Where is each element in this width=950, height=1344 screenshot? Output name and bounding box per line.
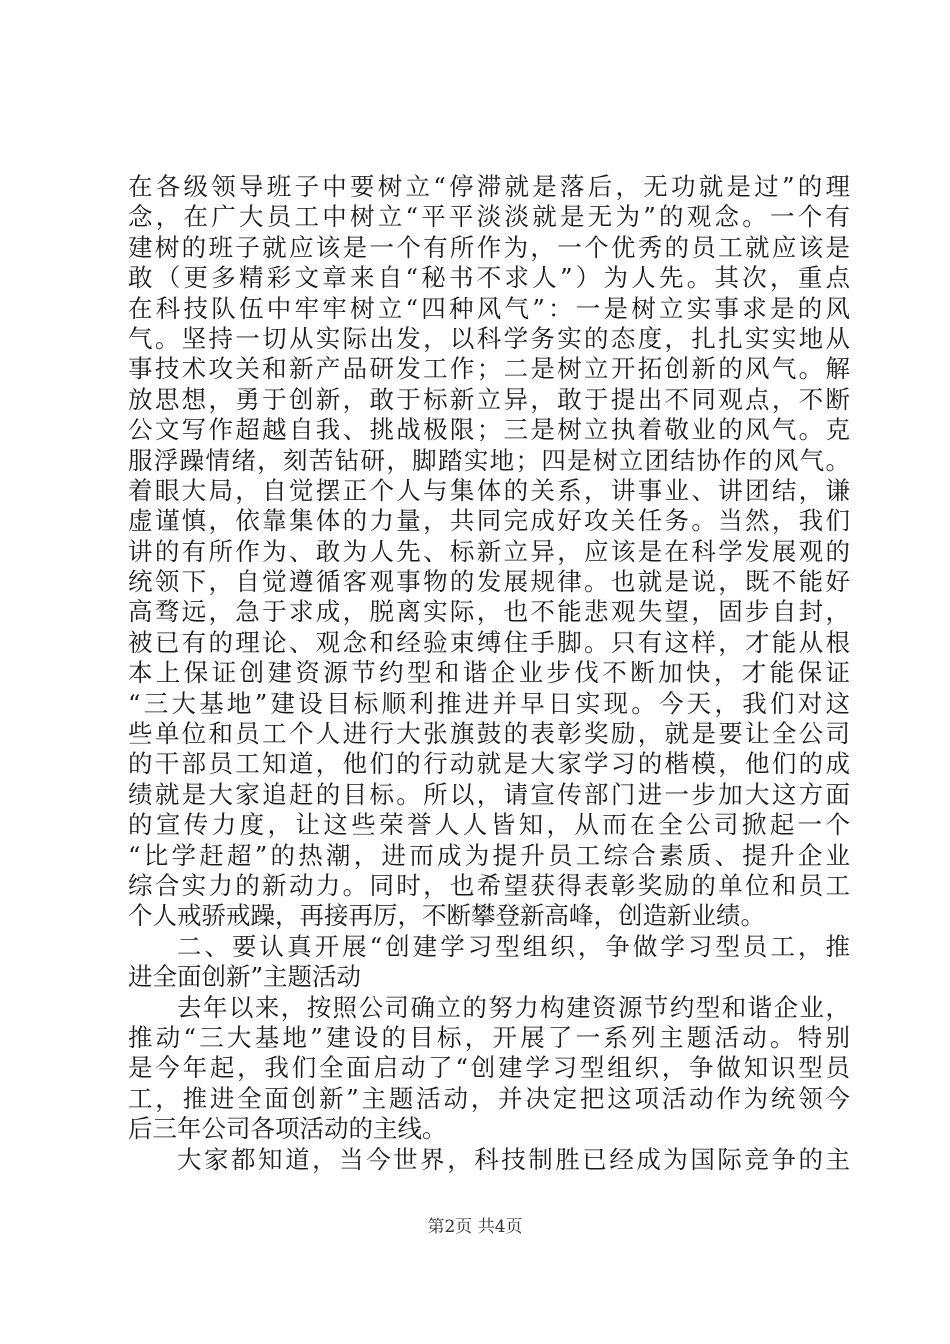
text-line: 去年以来，按照公司确立的努力构建资源节约型和谐企业， xyxy=(177,992,850,1022)
text-line: 二、要认真开展“创建学习型组织，争做学习型员工，推 xyxy=(177,931,850,961)
text-line: 综合实力的新动力。同时，也希望获得表彰奖励的单位和员工 xyxy=(128,870,850,900)
text-line: 念，在广大员工中树立“平平淡淡就是无为”的观念。一个有 xyxy=(128,202,850,232)
text-line: 绩就是大家追赶的目标。所以，请宣传部门进一步加大这方面 xyxy=(128,779,850,809)
text-line: 个人戒骄戒躁，再接再厉，不断攀登新高峰，创造新业绩。 xyxy=(128,901,765,931)
page-footer: 第2页 共4页 xyxy=(427,1217,523,1237)
text-line: 建树的班子就应该是一个有所作为，一个优秀的员工就应该是 xyxy=(128,232,850,262)
body-text xyxy=(128,172,850,1175)
text-line: 推动“三大基地”建设的目标，开展了一系列主题活动。特别 xyxy=(128,1022,850,1052)
text-line: “三大基地”建设目标顺利推进并早日实现。今天，我们对这 xyxy=(128,688,850,718)
text-line: 统领下，自觉遵循客观事物的发展规律。也就是说，既不能好 xyxy=(128,567,850,597)
text-line: 着眼大局，自觉摆正个人与集体的关系，讲事业、讲团结，谦 xyxy=(128,475,850,505)
text-line: 高骛远，急于求成，脱离实际，也不能悲观失望，固步自封， xyxy=(128,597,850,627)
text-line: 气。坚持一切从实际出发，以科学务实的态度，扎扎实实地从 xyxy=(128,323,850,353)
text-line: 虚谨慎，依靠集体的力量，共同完成好攻关任务。当然，我们 xyxy=(128,506,850,536)
text-line: 本上保证创建资源节约型和谐企业步伐不断加快，才能保证 xyxy=(128,658,850,688)
text-line: 放思想，勇于创新，敢于标新立异，敢于提出不同观点，不断 xyxy=(128,384,850,414)
text-line: 讲的有所作为、敢为人先、标新立异，应该是在科学发展观的 xyxy=(128,536,850,566)
text-line: 工，推进全面创新”主题活动，并决定把这项活动作为统领今 xyxy=(128,1083,850,1113)
text-line: 在科技队伍中牢牢树立“四种风气”：一是树立实事求是的风 xyxy=(128,293,850,323)
text-line: 被已有的理论、观念和经验束缚住手脚。只有这样，才能从根 xyxy=(128,627,850,657)
text-line: 大家都知道，当今世界，科技制胜已经成为国际竞争的主 xyxy=(177,1144,850,1174)
text-line: 服浮躁情绪，刻苦钻研，脚踏实地；四是树立团结协作的风气。 xyxy=(128,445,850,475)
text-line: 的干部员工知道，他们的行动就是大家学习的楷模，他们的成 xyxy=(128,749,850,779)
text-line: “比学赶超”的热潮，进而成为提升员工综合素质、提升企业 xyxy=(128,840,850,870)
text-line: 进全面创新”主题活动 xyxy=(128,962,362,992)
text-line: 事技术攻关和新产品研发工作；二是树立开拓创新的风气。解 xyxy=(128,354,850,384)
text-line: 些单位和员工个人进行大张旗鼓的表彰奖励，就是要让全公司 xyxy=(128,719,850,749)
text-line: 后三年公司各项活动的主线。 xyxy=(128,1114,447,1144)
text-line: 是今年起，我们全面启动了“创建学习型组织，争做知识型员 xyxy=(128,1053,850,1083)
text-line: 在各级领导班子中要树立“停滞就是落后，无功就是过”的理 xyxy=(128,172,850,201)
text-line: 的宣传力度，让这些荣誉人人皆知，从而在全公司掀起一个 xyxy=(128,810,850,840)
text-line: 敢（更多精彩文章来自“秘书不求人”）为人先。其次，重点 xyxy=(128,263,850,293)
text-line: 公文写作超越自我、挑战极限；三是树立执着敬业的风气。克 xyxy=(128,415,850,445)
